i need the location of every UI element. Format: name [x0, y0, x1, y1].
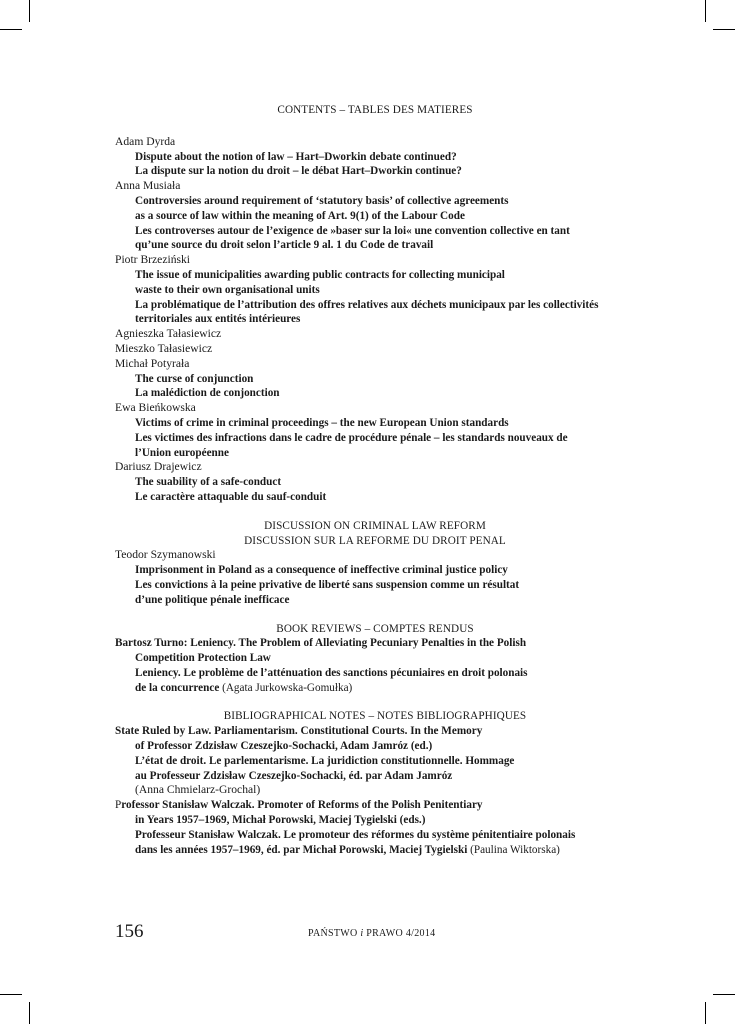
toc-title: Imprisonment in Poland as a consequence of ineffective criminal justice policy — [135, 564, 508, 577]
note-title: Professeur Stanisław Walczak. Le promoteur des réformes du système pénitentiaire polonais — [135, 828, 576, 841]
note-title: au Professeur Zdzisław Czeszejko-Sochacki, éd. par Adam Jamróz — [135, 769, 453, 782]
note-title: in Years 1957–1969, Michał Porowski, Maciej Tygielski (eds.) — [135, 814, 426, 827]
toc-author: Mieszko Tałasiewicz — [115, 341, 213, 355]
toc-title: Les victimes des infractions dans le cadre de procédure pénale – les standards nouveaux de — [135, 431, 568, 444]
toc-title: La problématique de l’attribution des offres relatives aux déchets municipaux par les collectivités — [135, 298, 599, 311]
bibliographical-heading: BIBLIOGRAPHICAL NOTES – NOTES BIBLIOGRAPHIQUES — [223, 710, 527, 723]
toc-author: Piotr Brzeziński — [115, 253, 191, 267]
note-title: of Professor Zdzisław Czeszejko-Sochacki, Adam Jamróz (ed.) — [135, 740, 433, 753]
crop-mark — [0, 29, 22, 30]
toc-title: Le caractère attaquable du sauf-conduit — [135, 490, 327, 503]
journal-issue: PRAWO 4/2014 — [363, 928, 436, 939]
toc-title: La dispute sur la notion du droit – le débat Hart–Dworkin continue? — [135, 165, 462, 178]
crop-mark — [705, 0, 706, 22]
toc-author: Michał Potyrała — [115, 356, 190, 370]
review-title: Competition Protection Law — [135, 652, 271, 665]
crop-mark — [29, 0, 30, 22]
toc-title: Les convictions à la peine privative de liberté sans suspension comme un résultat — [135, 578, 520, 591]
note-title: State Ruled by Law. Parliamentarism. Constitutional Courts. In the Memory — [115, 725, 483, 738]
toc-title: Controversies around requirement of ‘statutory basis’ of collective agreements — [135, 194, 509, 207]
toc-title: waste to their own organisational units — [135, 283, 320, 296]
table-of-contents — [115, 103, 635, 857]
toc-author: Teodor Szymanowski — [115, 548, 216, 562]
note-title: dans les années 1957–1969, éd. par Michał Porowski, Maciej Tygielski — [135, 843, 468, 856]
crop-mark — [29, 1002, 30, 1024]
contents-heading: CONTENTS – TABLES DES MATIERES — [277, 104, 473, 116]
toc-title: The suability of a safe-conduct — [135, 476, 282, 489]
toc-title: Dispute about the notion of law – Hart–Dworkin debate continued? — [135, 150, 457, 163]
note-title: rofessor Stanisław Walczak. Promoter of Reforms of the Polish Penitentiary — [121, 799, 483, 812]
review-title: de la concurrence — [135, 681, 220, 694]
toc-title: Victims of crime in criminal proceedings – the new European Union standards — [135, 416, 509, 429]
toc-title: The issue of municipalities awarding public contracts for collecting municipal — [135, 268, 505, 281]
reviewer-name: (Paulina Wiktorska) — [470, 843, 560, 856]
crop-mark — [705, 1002, 706, 1024]
toc-title: as a source of law within the meaning of Art. 9(1) of the Labour Code — [135, 209, 465, 222]
page-number: 156 — [115, 921, 144, 942]
crop-mark — [713, 994, 735, 995]
journal-name-i: i — [360, 928, 364, 939]
toc-title: territoriales aux entités intérieures — [135, 313, 301, 326]
reviewer-name: (Agata Jurkowska-Gomułka) — [222, 681, 353, 694]
crop-mark — [0, 994, 22, 995]
note-title-initial: P — [115, 799, 122, 812]
toc-title: d’une politique pénale inefficace — [135, 593, 290, 606]
journal-name: PAŃSTWO — [308, 928, 361, 939]
reviewer-name: (Anna Chmielarz-Grochal) — [135, 783, 261, 797]
review-title: Bartosz Turno: Leniency. The Problem of Alleviating Pecuniary Penalties in the Polish — [115, 637, 527, 650]
toc-title: Les controverses autour de l’exigence de »baser sur la loi« une convention collective en tant — [135, 224, 570, 237]
toc-author: Dariusz Drajewicz — [115, 460, 202, 474]
toc-author: Agnieszka Tałasiewicz — [115, 327, 222, 341]
discussion-heading: DISCUSSION ON CRIMINAL LAW REFORM — [264, 519, 486, 532]
discussion-heading-fr: DISCUSSION SUR LA REFORME DU DROIT PENAL — [244, 534, 506, 547]
toc-title: La malédiction de conjonction — [135, 387, 280, 400]
book-reviews-heading: BOOK REVIEWS – COMPTES RENDUS — [276, 622, 474, 635]
toc-title: The curse of conjunction — [135, 372, 254, 385]
running-footer — [308, 928, 435, 940]
toc-author: Adam Dyrda — [115, 134, 176, 148]
review-title-last — [135, 681, 635, 696]
note-title-last — [135, 843, 635, 858]
note-title-first — [115, 798, 635, 813]
toc-author: Anna Musiała — [115, 179, 181, 193]
toc-author: Ewa Bieńkowska — [115, 401, 196, 415]
review-title: Leniency. Le problème de l’atténuation des sanctions pécuniaires en droit polonais — [135, 666, 528, 679]
toc-title: qu’une source du droit selon l’article 9 al. 1 du Code de travail — [135, 239, 434, 252]
note-title: L’état de droit. Le parlementarisme. La juridiction constitutionnelle. Hommage — [135, 754, 515, 767]
crop-mark — [713, 29, 735, 30]
toc-title: l’Union européenne — [135, 446, 229, 459]
